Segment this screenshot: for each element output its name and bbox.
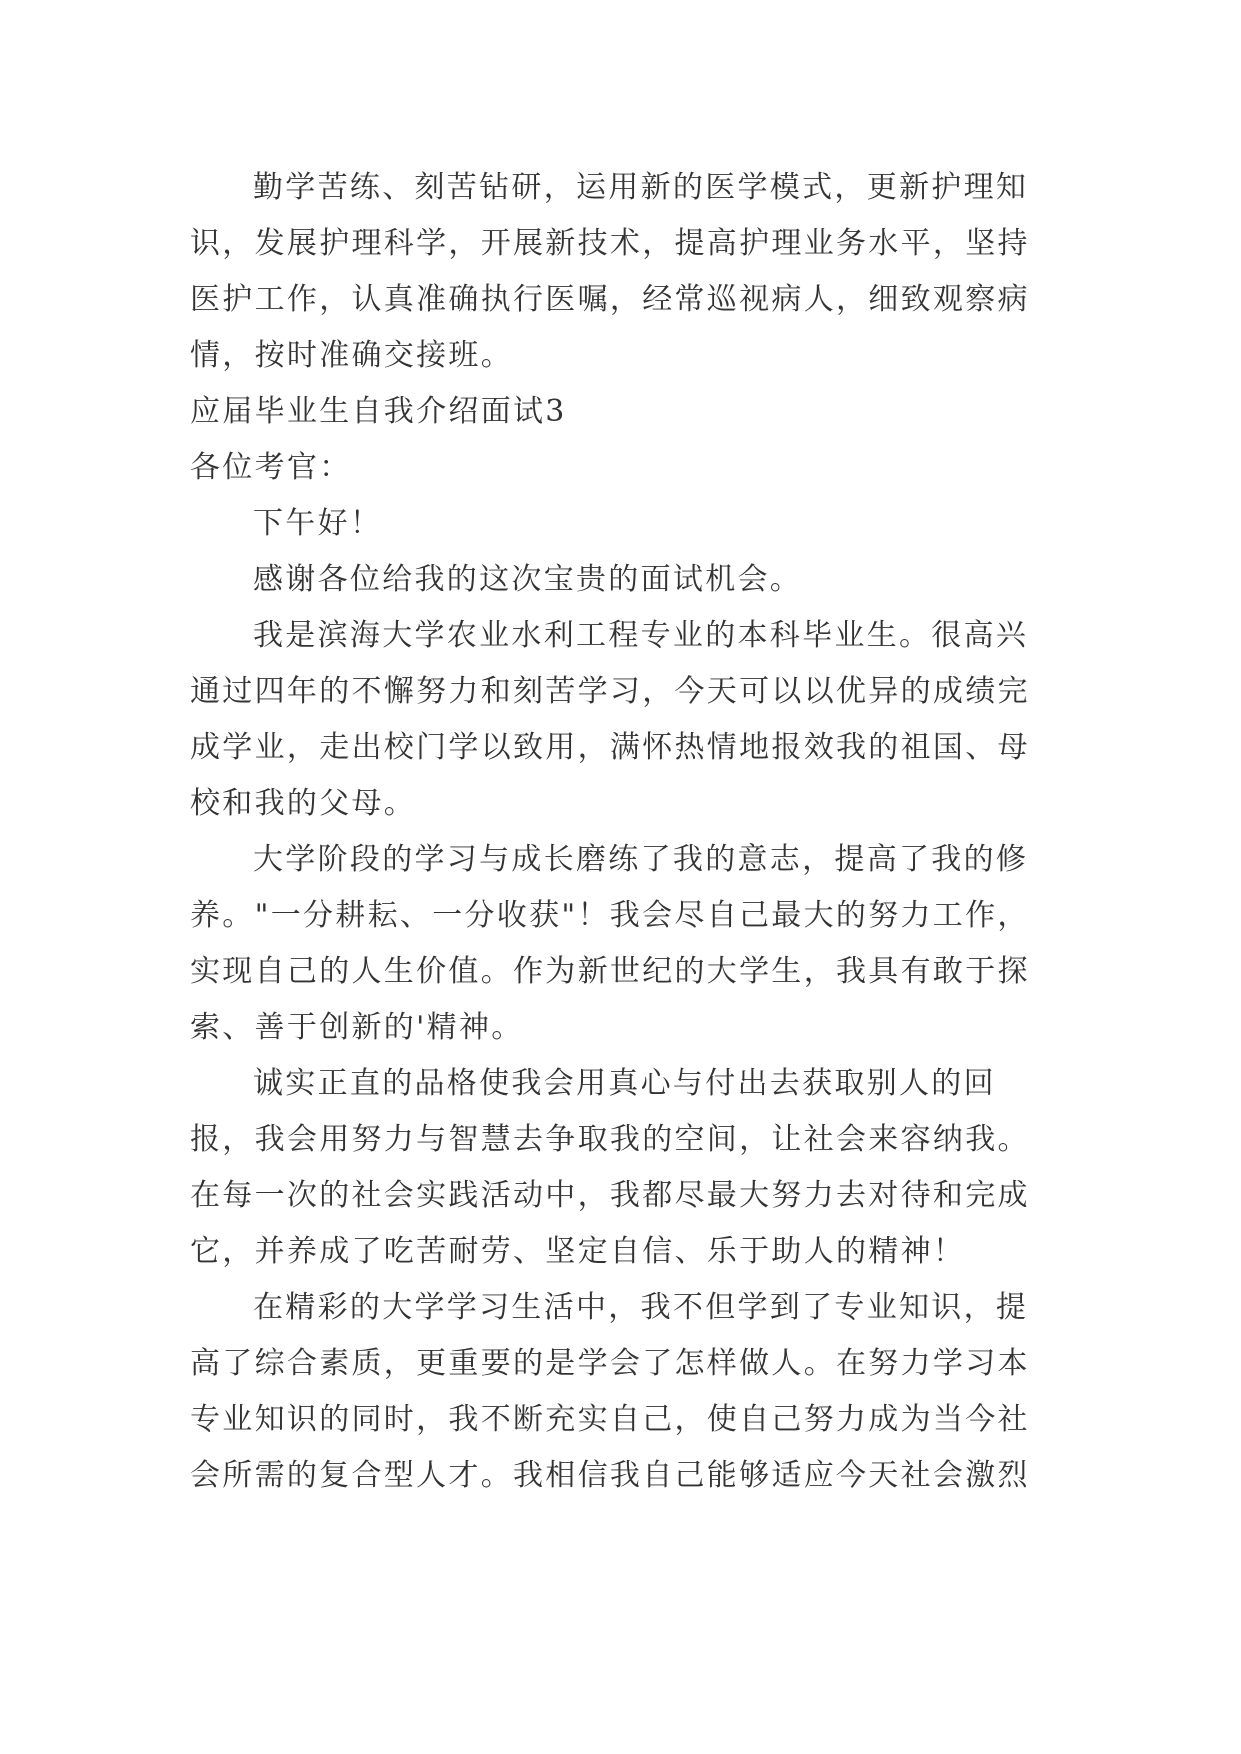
text-line: 它，并养成了吃苦耐劳、坚定自信、乐于助人的精神！ — [190, 1234, 966, 1269]
text-line: 大学阶段的学习与成长磨练了我的意志，提高了我的修 — [253, 842, 1029, 877]
text-line: 勤学苦练、刻苦钻研，运用新的医学模式，更新护理知 — [253, 170, 1029, 205]
greeting: 下午好！ — [253, 506, 383, 541]
text-line: 高了综合素质，更重要的是学会了怎样做人。在努力学习本 — [190, 1346, 1030, 1381]
text-line: 医护工作，认真准确执行医嘱，经常巡视病人，细致观察病 — [190, 282, 1030, 317]
text-line: 报，我会用努力与智慧去争取我的空间，让社会来容纳我。 — [190, 1122, 1030, 1157]
text-line: 校和我的父母。 — [190, 786, 417, 821]
text-line: 感谢各位给我的这次宝贵的面试机会。 — [253, 562, 803, 597]
text-line: 在精彩的大学学习生活中，我不但学到了专业知识，提 — [253, 1290, 1029, 1325]
text-line: 我是滨海大学农业水利工程专业的本科毕业生。很高兴 — [253, 618, 1029, 653]
text-line: 养。"一分耕耘、一分收获"！我会尽自己最大的努力工作， — [190, 898, 1030, 933]
text-line: 识，发展护理科学，开展新技术，提高护理业务水平，坚持 — [190, 226, 1030, 261]
text-line: 专业知识的同时，我不断充实自己，使自己努力成为当今社 — [190, 1402, 1030, 1437]
text-line: 诚实正直的品格使我会用真心与付出去获取别人的回 — [253, 1066, 996, 1101]
section-heading: 应届毕业生自我介绍面试3 — [190, 394, 567, 429]
text-line: 会所需的复合型人才。我相信我自己能够适应今天社会激烈 — [190, 1458, 1030, 1493]
text-line: 成学业，走出校门学以致用，满怀热情地报效我的祖国、母 — [190, 730, 1030, 765]
document-body — [190, 160, 1058, 1504]
text-line: 索、善于创新的'精神。 — [190, 1010, 524, 1045]
text-line: 通过四年的不懈努力和刻苦学习，今天可以以优异的成绩完 — [190, 674, 1030, 709]
text-line: 情，按时准确交接班。 — [190, 338, 513, 373]
text-line: 在每一次的社会实践活动中，我都尽最大努力去对待和完成 — [190, 1178, 1030, 1213]
salutation: 各位考官： — [190, 450, 352, 485]
text-line: 实现自己的人生价值。作为新世纪的大学生，我具有敢于探 — [190, 954, 1030, 989]
